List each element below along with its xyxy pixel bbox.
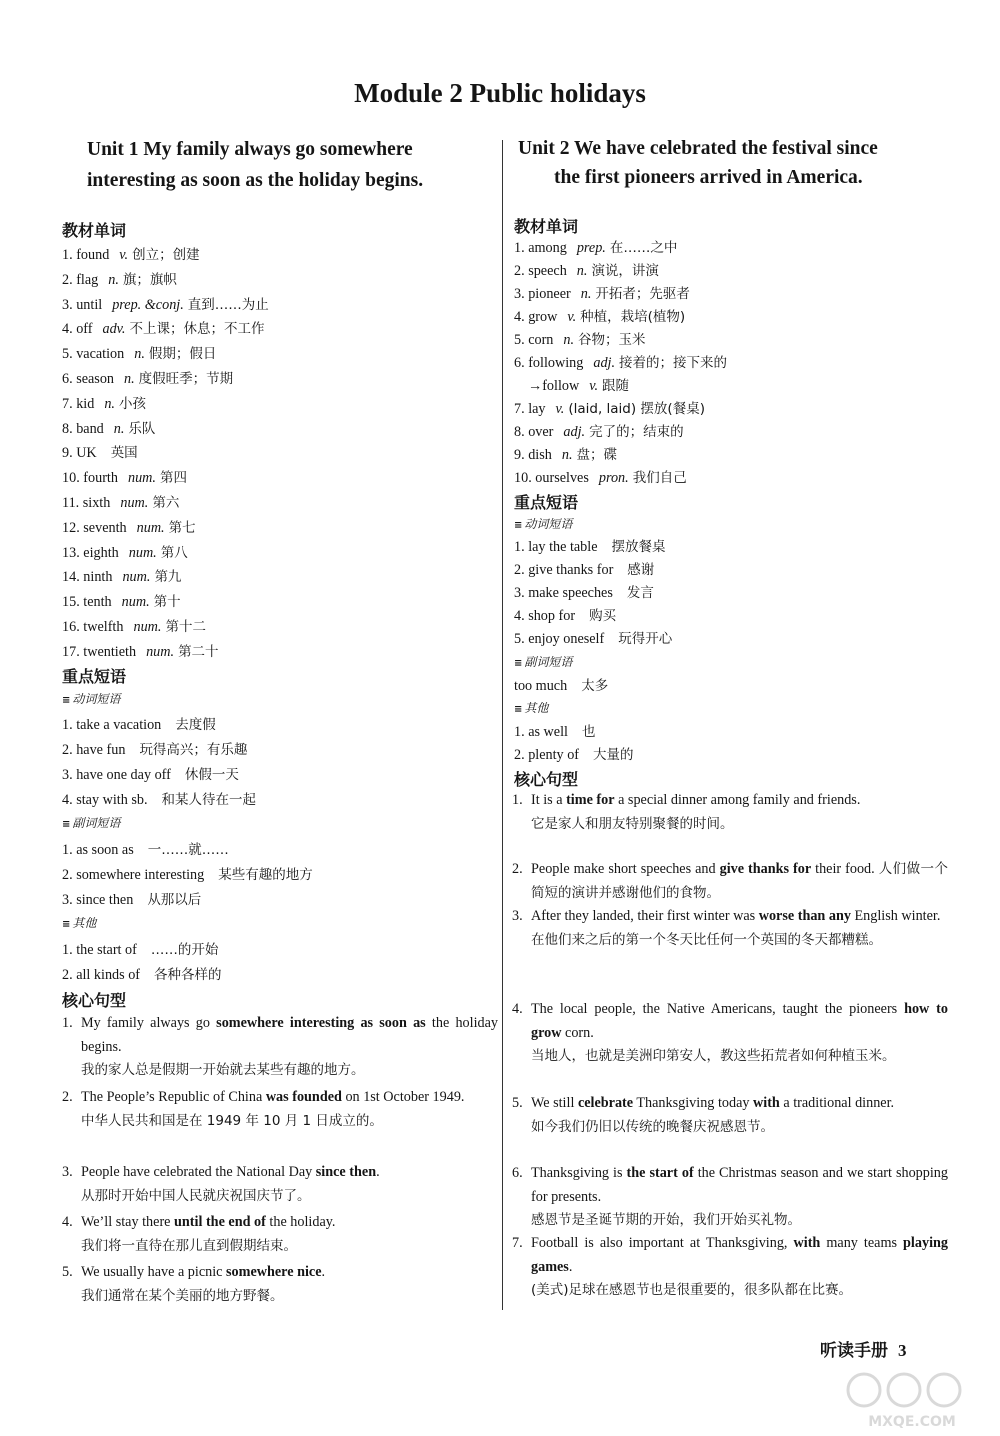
sentence-5: 5. We usually have a picnic somewhere nice. 我们通常在某个美丽的地方野餐。	[62, 1264, 326, 1304]
marker-icon: ≡	[62, 819, 71, 830]
word-item: 11. sixth num. 第六	[62, 495, 180, 511]
word-item: 7. kid n. 小孩	[62, 395, 146, 412]
sentence-3: 3. After they landed, their first winter was worse than any English winter. 在他们来之后的第一个冬天比任何一个英国的冬天都糟糕。	[512, 908, 941, 948]
phrase-item: 3. make speeches 发言	[514, 585, 654, 601]
phrase-item: 1. lay the table 摆放餐桌	[514, 539, 666, 555]
word-item: 1. found v. 创立；创建	[62, 247, 200, 263]
marker-icon: ≡	[62, 919, 71, 930]
column-divider	[502, 140, 503, 1310]
phrase-item: 4. shop for 购买	[514, 608, 617, 624]
phrase-item: 1. take a vacation 去度假	[62, 717, 216, 733]
unit1-title-line1: Unit 1 My family always go somewhere	[87, 139, 413, 160]
watermark-text: MXQE.COM	[868, 1414, 956, 1430]
sub-other-phrases: ≡ 其他	[62, 916, 97, 930]
sub-adv-phrases: ≡ 副词短语	[514, 655, 573, 669]
word-item: 2. speech n. 演说，讲演	[514, 263, 659, 279]
page-number: 3	[898, 1341, 907, 1360]
word-item: 4. off adv. 不上课；休息；不工作	[62, 321, 265, 338]
word-item: 17. twentieth num. 第二十	[62, 643, 219, 660]
unit2-title-line1: Unit 2 We have celebrated the festival since	[518, 138, 878, 159]
word-item: 12. seventh num. 第七	[62, 519, 196, 536]
section-sentences: 核心句型	[62, 991, 127, 1010]
phrase-item: 3. have one day off 休假一天	[62, 767, 239, 783]
marker-icon: ≡	[62, 695, 71, 706]
sub-adv-phrases: ≡ 副词短语	[62, 816, 121, 830]
word-item: 7. lay v. (laid, laid) 摆放(餐桌)	[514, 401, 705, 417]
section-words: 教材单词	[62, 221, 127, 240]
word-item: 16. twelfth num. 第十二	[62, 619, 206, 635]
marker-icon: ≡	[514, 658, 523, 669]
phrase-item: 2. have fun 玩得高兴；有乐趣	[62, 742, 248, 758]
word-item: 3. until prep. &conj. 直到……为止	[62, 296, 269, 313]
sentence-1: 1. My family always go somewhere interesting as soon as the holiday begins. 我的家人总是假期一开始就去某些有趣的地方。	[62, 1015, 499, 1078]
sentence-4: 4. The local people, the Native Americans, taught the pioneers how to grow corn. 当地人，也就是美洲印第安人，教这些拓荒者如何种植玉米。	[512, 1001, 948, 1064]
phrase-item: 1. as soon as 一……就……	[62, 842, 229, 858]
phrase-item: 2. all kinds of 各种各样的	[62, 967, 222, 983]
word-item: →follow v. 跟随	[528, 378, 630, 394]
word-item: 6. following adj. 接着的；接下来的	[514, 355, 728, 371]
watermark-logo	[842, 1370, 982, 1430]
page-footer	[820, 1336, 907, 1361]
sub-other-phrases: ≡ 其他	[514, 701, 549, 715]
phrase-item: 1. the start of ……的开始	[62, 942, 219, 958]
section-sentences: 核心句型	[514, 770, 579, 789]
word-item: 1. among prep. 在……之中	[514, 240, 678, 256]
phrase-item: too much 太多	[514, 678, 609, 694]
word-item: 9. dish n. 盘；碟	[514, 447, 617, 463]
sentence-1: 1. It is a time for a special dinner among family and friends. 它是家人和朋友特别聚餐的时间。	[512, 792, 861, 832]
word-item: 5. vacation n. 假期；假日	[62, 346, 217, 363]
word-item: 9. UK 英国	[62, 445, 138, 462]
sub-verb-phrases: ≡ 动词短语	[62, 692, 121, 706]
phrase-item: 2. give thanks for 感谢	[514, 562, 655, 578]
word-item: 10. fourth num. 第四	[62, 470, 187, 487]
word-item: 2. flag n. 旗；旗帜	[62, 271, 177, 288]
word-item: 6. season n. 度假旺季；节期	[62, 371, 234, 387]
phrase-item: 2. plenty of 大量的	[514, 747, 634, 763]
word-item: 4. grow v. 种植，栽培(植物)	[514, 309, 686, 325]
phrase-item: 5. enjoy oneself 玩得开心	[514, 631, 673, 647]
word-item: 13. eighth num. 第八	[62, 544, 188, 561]
word-item: 5. corn n. 谷物；玉米	[514, 332, 646, 348]
word-item: 8. band n. 乐队	[62, 420, 156, 437]
page-title: Module 2 Public holidays	[354, 78, 646, 108]
sentence-5: 5. We still celebrate Thanksgiving today with a traditional dinner. 如今我们仍旧以传统的晚餐庆祝感恩节。	[512, 1095, 895, 1135]
sentence-2: 2. The People’s Republic of China was founded on 1st October 1949. 中华人民共和国是在 1949 年 10 月 1 日成立的。	[62, 1089, 465, 1129]
word-item: 8. over adj. 完了的；结束的	[514, 424, 684, 440]
section-words: 教材单词	[514, 217, 579, 236]
sentence-2: 2. People make short speeches and give thanks for their food. 人们做一个简短的演讲并感谢他们的食物。	[512, 861, 948, 901]
sub-verb-phrases: ≡ 动词短语	[514, 517, 573, 531]
section-phrases: 重点短语	[514, 493, 579, 512]
phrase-item: 4. stay with sb. 和某人待在一起	[62, 792, 257, 808]
word-item: 15. tenth num. 第十	[62, 594, 181, 611]
sentence-3: 3. People have celebrated the National Day since then. 从那时开始中国人民就庆祝国庆节了。	[62, 1164, 380, 1204]
word-item: 3. pioneer n. 开拓者；先驱者	[514, 286, 690, 302]
section-phrases: 重点短语	[62, 667, 127, 686]
phrase-item: 2. somewhere interesting 某些有趣的地方	[62, 867, 313, 883]
marker-icon: ≡	[514, 704, 523, 715]
book-label: 听读手册	[820, 1341, 888, 1361]
phrase-item: 1. as well 也	[514, 724, 596, 740]
sentence-6: 6. Thanksgiving is the start of the Christmas season and we start shopping for presents. 感恩节是圣诞节期的开始，我们开始买礼物。	[512, 1165, 948, 1228]
marker-icon: ≡	[514, 520, 523, 531]
word-item: 14. ninth num. 第九	[62, 569, 182, 586]
sentence-4: 4. We’ll stay there until the end of the holiday. 我们将一直待在那儿直到假期结束。	[62, 1214, 336, 1254]
unit1-title-line2: interesting as soon as the holiday begins.	[87, 170, 424, 191]
sentence-7: 7. Football is also important at Thanksgiving, with many teams playing games. (美式)足球在感恩节也是很重要的，很多队都在比赛。	[512, 1235, 948, 1298]
phrase-item: 3. since then 从那以后	[62, 892, 202, 908]
word-item: 10. ourselves pron. 我们自己	[514, 470, 687, 486]
unit2-title-line2: the first pioneers arrived in America.	[554, 167, 863, 188]
